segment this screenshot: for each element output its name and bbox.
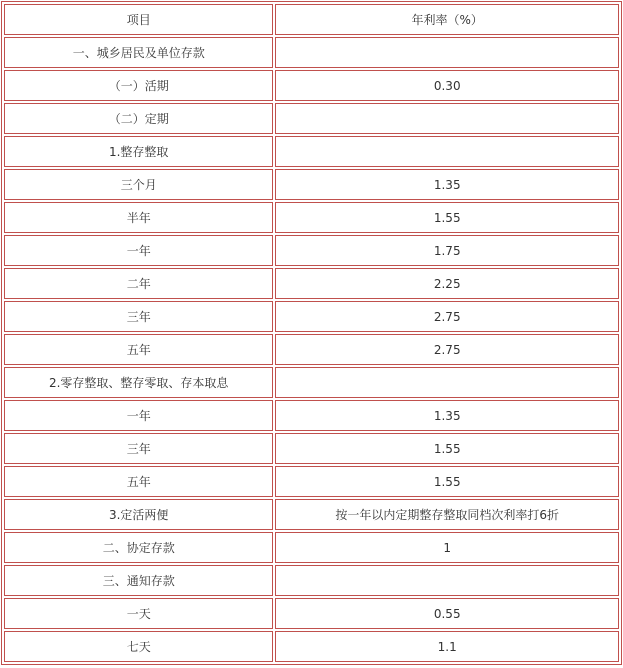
row-item: 一天: [4, 598, 273, 629]
table-row: [4, 334, 619, 365]
header-rate: 年利率（%）: [275, 4, 619, 35]
row-rate: [275, 565, 619, 596]
table-header-row: [4, 4, 619, 35]
row-item: 五年: [4, 334, 273, 365]
row-item: 二年: [4, 268, 273, 299]
table-row: [4, 565, 619, 596]
row-item: 2.零存整取、整存零取、存本取息: [4, 367, 273, 398]
table-row: [4, 466, 619, 497]
row-rate: [275, 103, 619, 134]
row-rate: 2.75: [275, 301, 619, 332]
row-item: 一年: [4, 235, 273, 266]
row-rate: 1.1: [275, 631, 619, 662]
table-row: [4, 103, 619, 134]
table-row: [4, 499, 619, 530]
row-rate: 2.75: [275, 334, 619, 365]
row-rate: 2.25: [275, 268, 619, 299]
table-row: [4, 235, 619, 266]
row-rate: 0.55: [275, 598, 619, 629]
row-rate: 1.35: [275, 400, 619, 431]
table-row: [4, 301, 619, 332]
row-item: 三年: [4, 301, 273, 332]
table-row: [4, 202, 619, 233]
row-rate: 1.55: [275, 466, 619, 497]
row-rate: 按一年以内定期整存整取同档次利率打6折: [275, 499, 619, 530]
table-row: [4, 70, 619, 101]
row-item: 七天: [4, 631, 273, 662]
table-row: [4, 136, 619, 167]
table-row: [4, 37, 619, 68]
row-item: 半年: [4, 202, 273, 233]
row-rate: 1.55: [275, 433, 619, 464]
table-row: [4, 367, 619, 398]
table-row: [4, 598, 619, 629]
row-item: 1.整存整取: [4, 136, 273, 167]
row-item: 三年: [4, 433, 273, 464]
table-row: [4, 400, 619, 431]
row-item: 五年: [4, 466, 273, 497]
row-rate: [275, 37, 619, 68]
row-rate: 0.30: [275, 70, 619, 101]
row-item: 一年: [4, 400, 273, 431]
row-rate: 1.75: [275, 235, 619, 266]
interest-rate-table: [1, 1, 622, 665]
row-rate: [275, 367, 619, 398]
header-item: 项目: [4, 4, 273, 35]
table-row: [4, 532, 619, 563]
row-rate: [275, 136, 619, 167]
table-row: [4, 268, 619, 299]
row-item: （一）活期: [4, 70, 273, 101]
row-rate: 1.35: [275, 169, 619, 200]
row-rate: 1.55: [275, 202, 619, 233]
row-rate: 1: [275, 532, 619, 563]
row-item: 二、协定存款: [4, 532, 273, 563]
table-row: [4, 433, 619, 464]
table-row: [4, 169, 619, 200]
table-row: [4, 631, 619, 662]
row-item: （二）定期: [4, 103, 273, 134]
row-item: 一、城乡居民及单位存款: [4, 37, 273, 68]
row-item: 3.定活两便: [4, 499, 273, 530]
row-item: 三个月: [4, 169, 273, 200]
row-item: 三、通知存款: [4, 565, 273, 596]
table-body: [4, 4, 619, 662]
